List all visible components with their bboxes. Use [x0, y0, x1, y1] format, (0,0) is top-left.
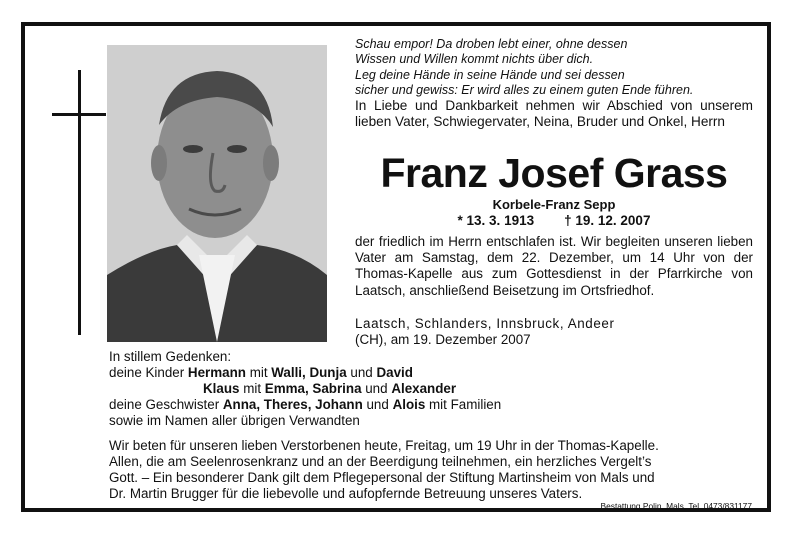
- siblings-suffix: mit Familien: [425, 397, 502, 412]
- siblings-last: Alois: [392, 397, 426, 412]
- places-line: Laatsch, Schlanders, Innsbruck, Andeer: [355, 316, 615, 331]
- kid-with: mit: [245, 365, 272, 380]
- deceased-name: Franz Josef Grass: [380, 150, 728, 196]
- siblings-and: und: [362, 397, 393, 412]
- siblings-names: Anna, Theres, Johann: [222, 397, 363, 412]
- mourners-heading: In stillem Gedenken:: [109, 349, 232, 364]
- death-date: † 19. 12. 2007: [564, 213, 651, 228]
- mourners-children-2: [109, 381, 759, 397]
- portrait-photo: [107, 45, 327, 342]
- closing-line: Gott. – Ein besonderer Dank gilt dem Pflegepersonal der Stiftung Martinsheim von Mals und: [109, 470, 655, 485]
- mourners-children-1: [109, 365, 759, 381]
- closing-line: Wir beten für unseren lieben Verstorbenen heute, Freitag, um 19 Uhr in der Thomas-Kapelle.: [109, 438, 659, 453]
- verse: [355, 37, 753, 99]
- verse-line: sicher und gewiss: Er wird alles zu einem guten Ende führen.: [355, 83, 694, 98]
- birth-date: * 13. 3. 1913: [457, 213, 535, 228]
- kids-prefix: deine Kinder: [109, 365, 188, 380]
- kid-child: Alexander: [391, 381, 457, 396]
- mourners-siblings: [109, 397, 759, 413]
- cross-icon: [78, 70, 81, 335]
- kid-child: David: [376, 365, 413, 380]
- kid-name: Hermann: [187, 365, 246, 380]
- kid-with: mit: [239, 381, 265, 396]
- kid-and: und: [361, 381, 392, 396]
- intro-text: In Liebe und Dankbarkeit nehmen wir Abschied von unserem lieben Vater, Schwiegervater, Neina, Bruder und Onkel, Herrn: [355, 98, 753, 129]
- deceased-nickname: Korbele-Franz Sepp: [492, 197, 616, 212]
- funeral-home-credit: Bestattung Polin, Mals, Tel. 0473/831177: [600, 501, 752, 511]
- closing-line: Allen, die am Seelenrosenkranz und an der Beerdigung teilnehmen, ein herzliches Vergelt’s: [109, 454, 652, 469]
- closing-text: [109, 438, 759, 502]
- verse-line: Schau empor! Da droben lebt einer, ohne dessen: [355, 37, 628, 51]
- kid-and: und: [346, 365, 377, 380]
- kid-name: Klaus: [203, 381, 240, 396]
- closing-line: Dr. Martin Brugger für die liebevolle und aufopfernde Betreuung unseres Vaters.: [109, 486, 583, 501]
- verse-line: Wissen und Willen kommt nichts über dich.: [355, 52, 594, 67]
- life-dates: [355, 213, 753, 229]
- kid-partners: Walli, Dunja: [271, 365, 347, 380]
- funeral-details: der friedlich im Herrn entschlafen ist. Wir begleiten unseren lieben Vater am Samstag, dem 22. Dezember, um 14 Uhr von der Thomas-Kapelle aus zum Gottesdienst in der Pfarrkirche von Laatsch, anschließend Beisetzung im Ortsfriedhof.: [355, 234, 753, 298]
- siblings-prefix: deine Geschwister: [109, 397, 223, 412]
- kid-partners: Emma, Sabrina: [264, 381, 362, 396]
- mourners-others: sowie im Namen aller übrigen Verwandten: [109, 413, 360, 428]
- cross-icon-bar: [52, 113, 106, 116]
- verse-line: Leg deine Hände in seine Hände und sei dessen: [355, 67, 625, 82]
- mourners: [109, 349, 759, 429]
- places-date-line: (CH), am 19. Dezember 2007: [355, 332, 531, 347]
